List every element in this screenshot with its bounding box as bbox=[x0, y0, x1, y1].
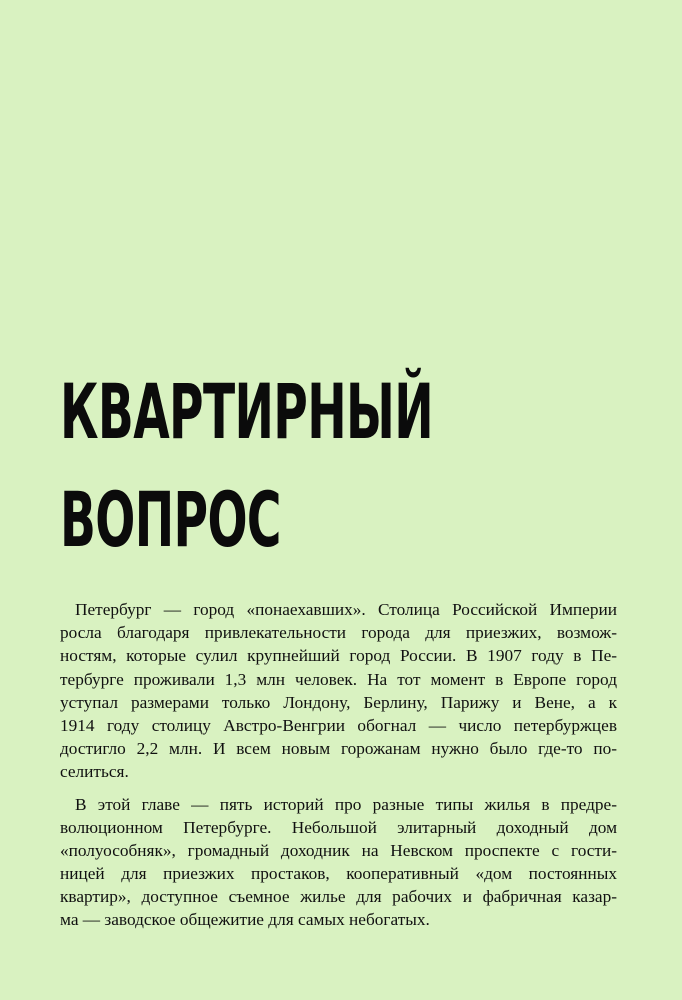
text-line: селиться. bbox=[60, 762, 129, 782]
text-line: ма — заводское общежитие для самых небогатых. bbox=[60, 910, 430, 930]
text-line: ницей для приезжих простаков, кооперативный «дом постоянных bbox=[60, 864, 617, 884]
text-line: росла благодаря привлекательности города для приезжих, возмож- bbox=[60, 623, 617, 643]
text-line: уступал размерами только Лондону, Берлину, Парижу и Вене, а к bbox=[60, 692, 617, 712]
text-line: ностям, которые сулил крупнейший город России. В 1907 году в Пе- bbox=[60, 646, 617, 666]
text-line: квартир», доступное съемное жилье для рабочих и фабричная казар- bbox=[60, 887, 617, 907]
text-line: 1914 году столицу Австро-Венгрии обогнал — число петербуржцев bbox=[60, 715, 617, 735]
chapter-intro bbox=[60, 598, 617, 941]
paragraph-2 bbox=[60, 793, 617, 932]
text-line: Петербург — город «понаехавших». Столица Российской Империи bbox=[75, 600, 617, 619]
text-line: тербурге проживали 1,3 млн человек. На тот момент в Европе город bbox=[60, 669, 617, 689]
text-line: «полуособняк», громадный доходник на Невском проспекте с гости- bbox=[60, 840, 617, 860]
chapter-title-line-1: КВАРТИРНЫЙ bbox=[60, 367, 434, 456]
chapter-title-line-2: ВОПРОС bbox=[60, 475, 281, 564]
text-line: В этой главе — пять историй про разные типы жилья в предре- bbox=[75, 794, 617, 814]
text-line: волюционном Петербурге. Небольшой элитарный доходный дом bbox=[60, 817, 617, 837]
text-line: достигло 2,2 млн. И всем новым горожанам нужно было где-то по- bbox=[60, 739, 617, 759]
chapter-title bbox=[60, 358, 433, 574]
paragraph-1 bbox=[60, 598, 617, 784]
